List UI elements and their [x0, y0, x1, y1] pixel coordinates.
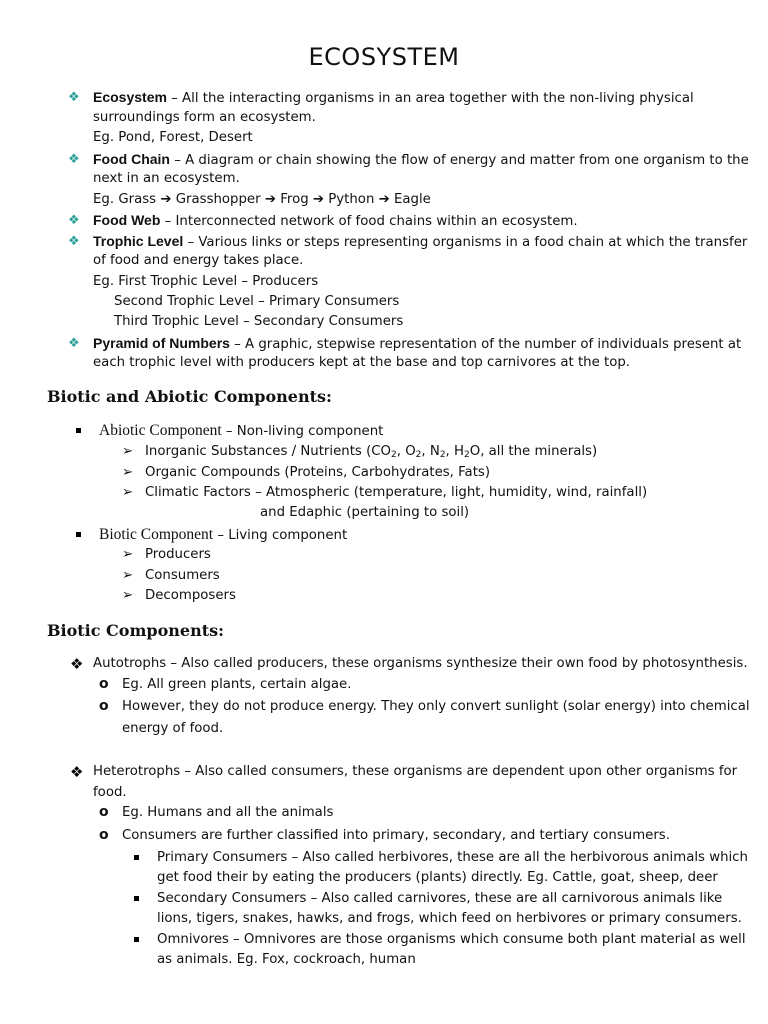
food-chain-definition: [93, 149, 749, 171]
abiotic-item-inorganic: Inorganic Substances / Nutrients ($CO_2$, $O_2$, $N_2$, $H_2O$, all the minerals): [145, 444, 598, 460]
circle-bullet-icon: o: [99, 804, 109, 820]
arrowhead-bullet-icon: ➢: [122, 588, 134, 603]
diamond-bullet-icon: ❖: [70, 763, 84, 781]
term-trophic-level: Trophic Level: [93, 233, 184, 249]
autotrophs-text: Autotrophs – Also called producers, these organisms synthesize their own food by photosynthesis.: [93, 656, 748, 671]
autotrophs-sub-2: However, they do not produce energy. They only convert sunlight (solar energy) into chemical: [122, 699, 750, 714]
circle-bullet-icon: o: [99, 676, 109, 692]
primary-consumers-text: Primary Consumers – Also called herbivores, these are all the herbivorous animals which: [157, 850, 748, 865]
secondary-consumers-text: Secondary Consumers – Also called carnivores, these are all carnivorous animals like: [157, 891, 723, 906]
autotrophs-sub-2-cont: energy of food.: [122, 721, 224, 736]
pyramid-text: – A graphic, stepwise representation of the number of individuals present at: [229, 337, 742, 352]
arrowhead-bullet-icon: ➢: [122, 568, 134, 583]
biotic-component: [99, 525, 347, 546]
heterotrophs-text-cont: food.: [93, 785, 127, 800]
primary-consumers-text-cont: get food their by eating the producers (plants) directly. Eg. Cattle, goat, sheep, deer: [157, 870, 718, 885]
diamond-bullet-icon: ❖: [68, 152, 80, 167]
term-food-chain: Food Chain: [93, 151, 170, 167]
square-bullet-icon: [134, 896, 139, 901]
abiotic-component: [99, 421, 383, 442]
heterotrophs-text: Heterotrophs – Also called consumers, these organisms are dependent upon other organisms for: [93, 764, 738, 779]
trophic-example-1: Eg. First Trophic Level – Producers: [93, 274, 319, 289]
diamond-bullet-icon: ❖: [68, 90, 80, 105]
abiotic-desc: – Non-living component: [221, 424, 384, 439]
right-arrow-icon: ➔: [264, 192, 276, 207]
term-food-web: Food Web: [93, 212, 161, 228]
abiotic-item-climatic: Climatic Factors – Atmospheric (temperature, light, humidity, wind, rainfall): [145, 485, 648, 500]
right-arrow-icon: ➔: [160, 192, 172, 207]
ecosystem-definition: [93, 87, 694, 109]
abiotic-item-organic: Organic Compounds (Proteins, Carbohydrates, Fats): [145, 465, 491, 480]
biotic-item: Consumers: [145, 568, 220, 583]
term-ecosystem: Ecosystem: [93, 89, 167, 105]
food-chain-item: Python: [328, 192, 375, 207]
food-web-text: – Interconnected network of food chains within an ecosystem.: [160, 214, 578, 229]
trophic-level-definition: [93, 231, 747, 253]
section-heading-biotic-components: Biotic Components:: [47, 621, 224, 640]
circle-bullet-icon: o: [99, 698, 109, 714]
diamond-bullet-icon: ❖: [70, 655, 84, 673]
diamond-bullet-icon: ❖: [68, 336, 80, 351]
omnivores-text-cont: as animals. Eg. Fox, cockroach, human: [157, 952, 416, 967]
heterotrophs-sub-1: Eg. Humans and all the animals: [122, 805, 334, 820]
right-arrow-icon: ➔: [378, 192, 390, 207]
ecosystem-example: Eg. Pond, Forest, Desert: [93, 130, 253, 145]
diamond-bullet-icon: ❖: [68, 234, 80, 249]
biotic-item: Producers: [145, 547, 211, 562]
ecosystem-text: – All the interacting organisms in an area together with the non-living physical: [166, 91, 694, 106]
term-pyramid-of-numbers: Pyramid of Numbers: [93, 335, 230, 351]
food-web-definition: [93, 210, 578, 232]
section-heading-biotic-abiotic: Biotic and Abiotic Components:: [47, 387, 332, 406]
secondary-consumers-text-cont: lions, tigers, snakes, hawks, and frogs, which feed on herbivores or primary consumers.: [157, 911, 742, 926]
food-chain-text-cont: next in an ecosystem.: [93, 171, 240, 186]
food-chain-item: Eagle: [394, 192, 431, 207]
square-bullet-icon: [134, 855, 139, 860]
pyramid-definition: [93, 333, 741, 355]
abiotic-label: Abiotic Component: [99, 422, 222, 439]
food-chain-example: [93, 190, 431, 210]
heterotrophs-sub-2: Consumers are further classified into primary, secondary, and tertiary consumers.: [122, 828, 670, 843]
food-chain-eg: Eg.: [93, 192, 115, 207]
biotic-desc: – Living component: [213, 528, 348, 543]
square-bullet-icon: [76, 428, 81, 433]
pyramid-text-cont: each trophic level with producers kept at the base and top carnivores at the top.: [93, 355, 631, 370]
autotrophs-sub-1: Eg. All green plants, certain algae.: [122, 677, 352, 692]
food-chain-item: Grasshopper: [175, 192, 261, 207]
trophic-example-2: Second Trophic Level – Primary Consumers: [114, 294, 400, 309]
page-title: ECOSYSTEM: [308, 43, 460, 71]
biotic-item: Decomposers: [145, 588, 236, 603]
food-chain-text: – A diagram or chain showing the flow of energy and matter from one organism to the: [170, 153, 749, 168]
circle-bullet-icon: o: [99, 827, 109, 843]
arrowhead-bullet-icon: ➢: [122, 444, 134, 459]
right-arrow-icon: ➔: [312, 192, 325, 207]
square-bullet-icon: [134, 937, 139, 942]
biotic-label: Biotic Component: [99, 526, 214, 543]
ecosystem-text-cont: surroundings form an ecosystem.: [93, 110, 316, 125]
trophic-example-3: Third Trophic Level – Secondary Consumers: [114, 314, 404, 329]
diamond-bullet-icon: ❖: [68, 213, 80, 228]
food-chain-item: Grass: [118, 192, 157, 207]
trophic-text-cont: of food and energy takes place.: [93, 253, 304, 268]
omnivores-text: Omnivores – Omnivores are those organisms which consume both plant material as well: [157, 932, 746, 947]
arrowhead-bullet-icon: ➢: [122, 547, 134, 562]
abiotic-item-climatic-cont: and Edaphic (pertaining to soil): [260, 505, 470, 520]
arrowhead-bullet-icon: ➢: [122, 485, 134, 500]
arrowhead-bullet-icon: ➢: [122, 465, 134, 480]
square-bullet-icon: [76, 532, 81, 537]
trophic-text: – Various links or steps representing organisms in a food chain at which the transfer: [183, 235, 748, 250]
food-chain-item: Frog: [280, 192, 309, 207]
